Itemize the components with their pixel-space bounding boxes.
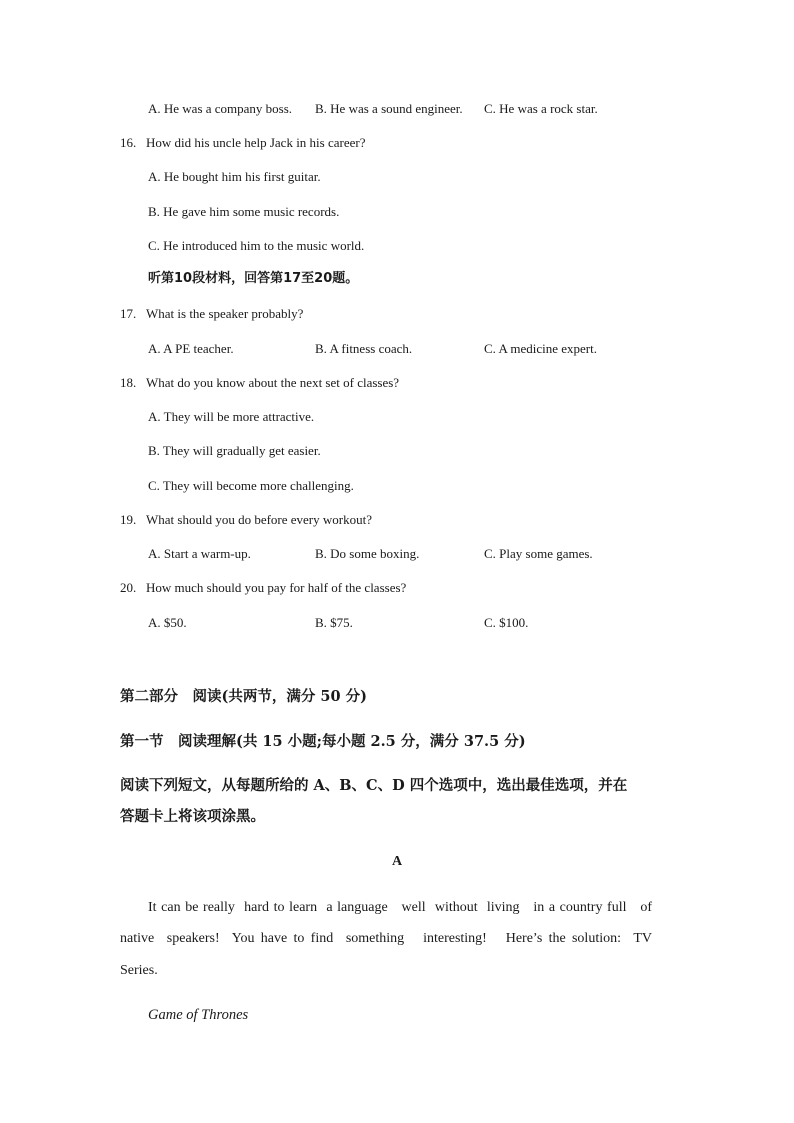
passage-subtitle: Game of Thrones (148, 1007, 249, 1023)
passage-line-1: It can be really hard to learn a language well without living in a country full of (148, 900, 652, 915)
q15-option-a: A. He was a company boss. (148, 101, 293, 116)
q19-question: What should you do before every workout? (146, 512, 372, 527)
q17-option-a: A. A PE teacher. (148, 341, 234, 356)
passage-line-2: native speakers! You have to find something interesting! Here’s the solution: TV (120, 931, 652, 946)
q17-option-c: C. A medicine expert. (484, 341, 598, 356)
q18-question: What do you know about the next set of classes? (146, 375, 400, 390)
passage-title: A (391, 854, 403, 869)
q20-option-c: C. $100. (484, 615, 529, 630)
q18-option-c: C. They will become more challenging. (148, 478, 354, 493)
q16-question: How did his uncle help Jack in his career? (146, 135, 366, 150)
q16-option-c: C. He introduced him to the music world. (148, 238, 365, 253)
section1-heading: 第一节 阅读理解(共 15 小题;每小题 2.5 分，满分 37.5 分) (120, 733, 526, 750)
q16-option-b: B. He gave him some music records. (148, 204, 340, 219)
q20-option-b: B. $75. (315, 615, 353, 630)
q17-option-b: B. A fitness coach. (315, 341, 413, 356)
q18-option-b: B. They will gradually get easier. (148, 443, 321, 458)
q16-number: 16. (120, 135, 137, 150)
q17-number: 17. (120, 306, 137, 321)
q19-option-c: C. Play some games. (484, 546, 593, 561)
q18-number: 18. (120, 375, 137, 390)
instruction-line-2: 答题卡上将该项涂黑。 (120, 808, 265, 825)
q19-number: 19. (120, 512, 137, 527)
q19-option-a: A. Start a warm-up. (148, 546, 251, 561)
passage-line-3: Series. (120, 963, 158, 978)
q16-option-a: A. He bought him his first guitar. (148, 169, 321, 184)
q20-question: How much should you pay for half of the classes? (146, 580, 407, 595)
instruction-line-1: 阅读下列短文，从每题所给的 A、B、C、D 四个选项中，选出最佳选项，并在 (120, 777, 628, 794)
q17-question: What is the speaker probably? (146, 306, 304, 321)
q18-option-a: A. They will be more attractive. (148, 409, 315, 424)
q20-number: 20. (120, 580, 137, 595)
q15-option-c: C. He was a rock star. (484, 101, 598, 116)
q15-option-b: B. He was a sound engineer. (315, 101, 463, 116)
q19-option-b: B. Do some boxing. (315, 546, 420, 561)
q20-option-a: A. $50. (148, 615, 187, 630)
part2-heading: 第二部分 阅读(共两节，满分 50 分) (120, 688, 367, 705)
listen-note: 听第10段材料，回答第17至20题。 (148, 271, 359, 286)
